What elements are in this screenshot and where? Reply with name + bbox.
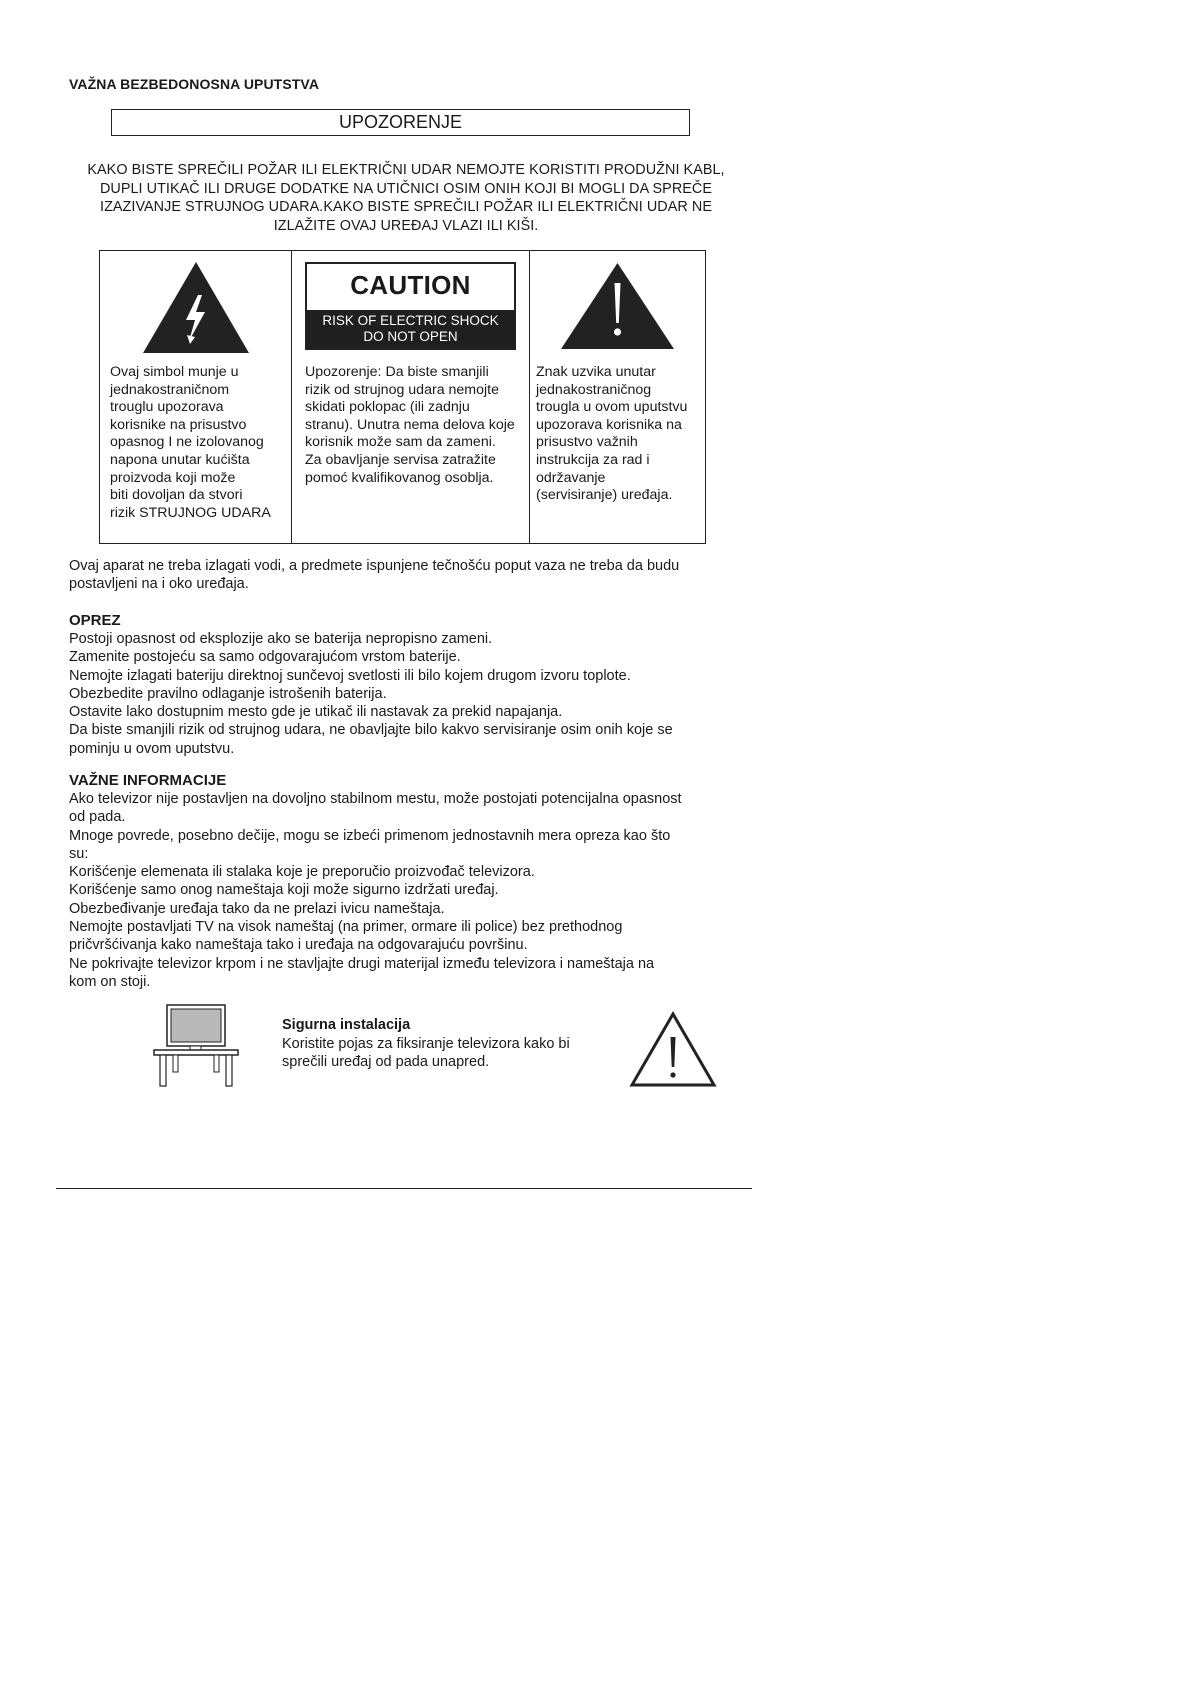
list-item: su: [69,845,89,862]
warning-text [64,161,748,235]
list-item: Obezbedite pravilno odlaganje istrošenih baterija. [69,685,387,702]
install-text: Koristite pojas za fiksiranje televizora kako bi sprečili uređaj od pada unapred. [282,1036,570,1070]
list-item: od pada. [69,809,126,826]
caution-label [305,262,516,350]
list-item: Nemojte postavljati TV na visok nameštaj (na primer, ormare ili police) bez prethodnog [69,919,623,936]
list-item: Obezbeđivanje uređaja tako da ne prelazi ivicu nameštaja. [69,900,445,917]
list-item: Da biste smanjili rizik od strujnog udara, ne obavljajte bilo kakvo servisiranje osim onih koje se [69,722,673,739]
warning-line: IZAZIVANJE STRUJNOG UDARA.KAKO BISTE SPREČILI POŽAR ILI ELEKTRIČNI UDAR NE [100,199,712,215]
page-title: VAŽNA BEZBEDONOSNA UPUTSTVA [69,76,320,92]
oprez-list [69,630,673,758]
oprez-heading: OPREZ [69,612,121,629]
water-notice: Ovaj aparat ne treba izlagati vodi, a predmete ispunjene tečnošću poput vaza ne treba da budu postavljeni na i oko uređaja. [69,558,680,593]
caution-title: CAUTION [350,270,471,300]
table-divider [291,251,292,543]
exclamation-triangle-icon [561,263,674,349]
list-item: Mnoge povrede, posebno dečije, mogu se izbeći primenom jednostavnih mera opreza kao što [69,827,671,844]
list-item: Ne pokrivajte televizor krpom i ne stavljajte drugi materijal između televizora i nameštaja na [69,955,655,972]
page-divider [56,1188,752,1189]
table-divider [529,251,530,543]
list-item: Nemojte izlagati bateriju direktnoj sunčevoj svetlosti ili bilo kojem drugom izvoru toplote. [69,667,631,684]
warning-box: UPOZORENJE [111,109,690,136]
list-item: Ostavite lako dostupnim mesto gde je utikač ili nastavak za prekid napajanja. [69,704,563,721]
list-item: Korišćenje elemenata ili stalaka koje je preporučio proizvođač televizora. [69,864,535,881]
lightning-description: Ovaj simbol munje u jednakostraničnom trouglu upozorava korisnike na prisustvo opasnog I ne izolovanog napona unutar kućišta proizvoda koji može biti dovoljan da stvori rizik STRUJNOG UDARA [110,364,271,521]
lightning-triangle-icon [143,262,249,353]
warning-line: KAKO BISTE SPREČILI POŽAR ILI ELEKTRIČNI UDAR NEMOJTE KORISTITI PRODUŽNI KABL, [87,162,725,178]
tv-on-table-icon [151,1003,241,1088]
caution-band: RISK OF ELECTRIC SHOCK DO NOT OPEN [307,310,514,348]
list-item: kom on stoji. [69,973,151,990]
list-item: Korišćenje samo onog nameštaja koji može sigurno izdržati uređaj. [69,882,499,899]
warning-line: IZLAŽITE OVAJ UREĐAJ VLAZI ILI KIŠI. [273,217,539,234]
list-item: Postoji opasnost od eksplozije ako se baterija nepropisno zameni. [69,631,493,647]
warning-line: DUPLI UTIKAČ ILI DRUGE DODATKE NA UTIČNICI OSIM ONIH KOJI BI MOGLI DA SPREČE [99,180,713,197]
vazne-heading: VAŽNE INFORMACIJE [69,772,227,789]
list-item: Ako televizor nije postavljen na dovoljno stabilnom mestu, može postojati potencijalna opasnost [69,791,682,807]
warning-triangle-icon [629,1011,717,1088]
list-item: pričvršćivanja kako nameštaja tako i uređaja na odgovarajuću površinu. [69,937,528,954]
install-title: Sigurna instalacija [282,1017,411,1033]
exclamation-description: Znak uzvika unutar jednakostraničnog trougla u ovom uputstvu upozorava korisnika na prisustvo važnih instrukcija za rad i održavanje (servisiranje) uređaja. [536,364,688,504]
caution-description: Upozorenje: Da biste smanjili rizik od strujnog udara nemojte skidati poklopac (ili zadnju stranu). Unutra nema delova koje korisnik može sam da zameni. Za obavljanje servisa zatražite pomoć kvalifikovanog osoblja. [305,364,515,486]
list-item: Zamenite postojeću sa samo odgovarajućom vrstom baterije. [69,649,461,666]
list-item: pominju u ovom uputstvu. [69,740,235,757]
vazne-list [69,790,682,991]
